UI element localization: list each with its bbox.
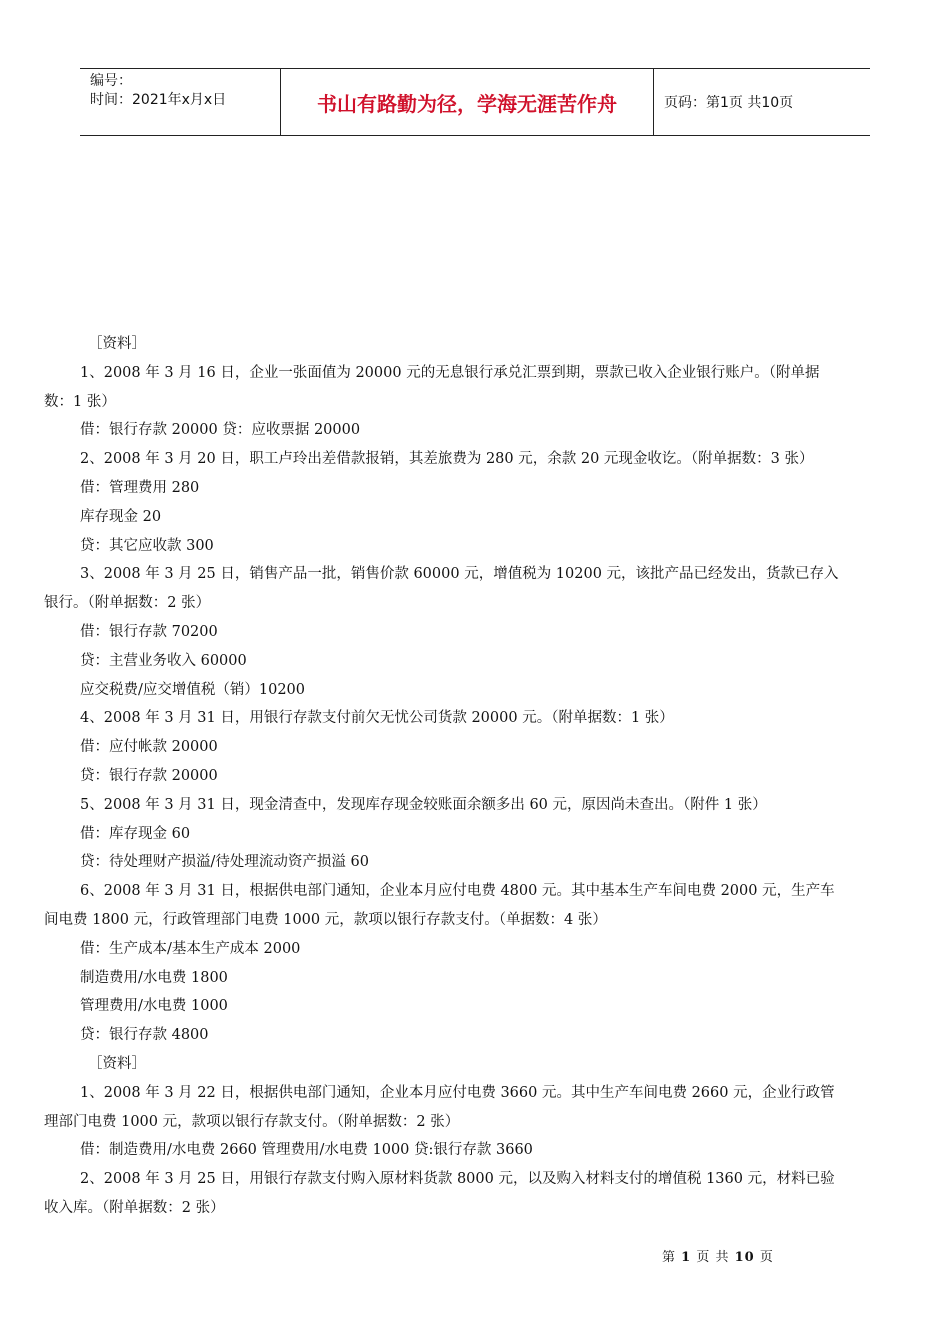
text-line: 借：生产成本/基本生产成本 2000 [80,940,301,957]
text-line: 2、2008 年 3 月 20 日，职工卢玲出差借款报销，其差旅费为 280 元，余款 20 元现金收讫。（附单据数：3 张） [80,451,814,468]
text-line: 银行。（附单据数：2 张） [44,595,211,612]
text-line: 3、2008 年 3 月 25 日，销售产品一批，销售价款 60000 元，增值税为 10200 元，该批产品已经发出，货款已存入 [80,566,839,583]
time-label: 时间：2021年x月x日 [90,92,227,108]
text-line: 贷：其它应收款 300 [80,537,214,554]
footer-middle: 页 共 [696,1250,730,1265]
text-line: 5、2008 年 3 月 31 日，现金清查中，发现库存现金较账面余额多出 60 元，原因尚未查出。（附件 1 张） [80,796,767,813]
text-line: 应交税费/应交增值税（销）10200 [80,681,306,698]
footer-page-number: 1 [681,1250,692,1265]
text-line: 间电费 1800 元，行政管理部门电费 1000 元，款项以银行存款支付。（单据数：4 张） [44,911,607,928]
text-line: 数：1 张） [44,393,116,410]
header-divider [653,69,654,135]
text-line: 理部门电费 1000 元，款项以银行存款支付。（附单据数：2 张） [44,1113,460,1130]
header-motto: 书山有路勤为径，学海无涯苦作舟 [317,91,617,116]
text-line: 借：制造费用/水电费 2660 管理费用/水电费 1000 贷:银行存款 3660 [80,1142,533,1159]
text-line: 贷：银行存款 4800 [80,1027,209,1044]
document-body [44,330,906,1223]
page-footer [662,1246,774,1265]
header-meta [80,69,280,135]
footer-prefix: 第 [662,1250,677,1265]
text-line: 贷：主营业务收入 60000 [80,652,247,669]
footer-total-pages: 10 [734,1250,755,1265]
text-line: 1、2008 年 3 月 22 日，根据供电部门通知，企业本月应付电费 3660 元。其中生产车间电费 2660 元，企业行政管 [80,1084,835,1101]
text-line: 库存现金 20 [80,508,162,525]
text-line: 借：管理费用 280 [80,479,200,496]
footer-suffix: 页 [759,1250,774,1265]
text-line: 收入库。（附单据数：2 张） [44,1199,225,1216]
text-line: 6、2008 年 3 月 31 日，根据供电部门通知，企业本月应付电费 4800 元。其中基本生产车间电费 2000 元，生产车 [80,883,835,900]
code-label: 编号： [90,73,132,89]
text-line: 2、2008 年 3 月 25 日，用银行存款支付购入原材料货款 8000 元，以及购入材料支付的增值税 1360 元，材料已验 [80,1171,835,1188]
text-line: 贷：待处理财产损溢/待处理流动资产损溢 60 [80,854,369,871]
text-line: 4、2008 年 3 月 31 日，用银行存款支付前欠无忧公司货款 20000 元。（附单据数：1 张） [80,710,674,727]
text-line: 制造费用/水电费 1800 [80,969,228,986]
text-line: ［资料］ [88,336,146,352]
text-line: 管理费用/水电费 1000 [80,998,228,1015]
text-line: 贷：银行存款 20000 [80,767,218,784]
header-table [80,68,870,136]
text-line: 借：应付帐款 20000 [80,739,218,756]
text-line: 借：库存现金 60 [80,825,191,842]
text-line: 借：银行存款 20000 贷：应收票据 20000 [80,422,361,439]
text-line: 1、2008 年 3 月 16 日，企业一张面值为 20000 元的无息银行承兑汇票到期，票款已收入企业银行账户。（附单据 [80,364,820,381]
text-line: 借：银行存款 70200 [80,623,218,640]
header-page-info: 页码：第1页 共10页 [664,95,794,111]
text-line: ［资料］ [88,1055,146,1072]
